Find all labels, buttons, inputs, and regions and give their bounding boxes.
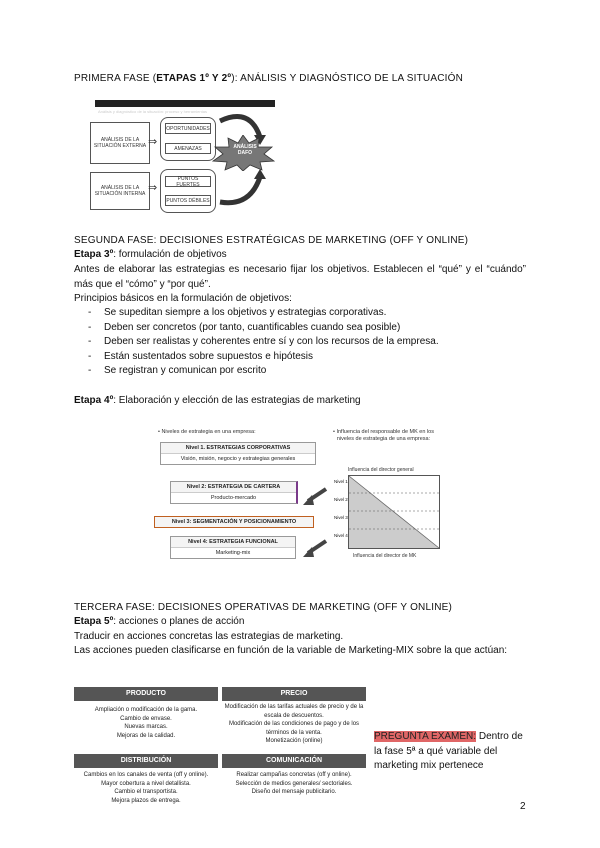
influence-bottom-label: Influencia del director de MK <box>353 553 417 559</box>
influence-level-label: Nivel 4 <box>334 533 348 538</box>
stage5-text-1: Traducir en acciones concretas las estrategias de marketing. <box>74 631 344 642</box>
swot-label: ANÁLISIS DAFO <box>233 144 257 156</box>
principles-title: Principios básicos en la formulación de objetivos: <box>74 293 292 304</box>
opportunities-box: OPORTUNIDADES <box>165 123 211 134</box>
stage3-line: Etapa 3º: formulación de objetivos <box>74 249 227 260</box>
influence-level-label: Nivel 1 <box>334 479 348 484</box>
arrow-right-icon: ⇒ <box>148 136 158 148</box>
precio-header: PRECIO <box>222 687 366 701</box>
diagram-title-bar: Análisis y diagnóstico de la situación: proceso y herramientas <box>95 100 275 107</box>
phase3-heading: TERCERA FASE: DECISIONES OPERATIVAS DE MARKETING (OFF Y ONLINE) <box>74 602 453 613</box>
threats-box: AMENAZAS <box>165 143 211 154</box>
comunicacion-header: COMUNICACIÓN <box>222 754 366 768</box>
phase2-heading: SEGUNDA FASE: DECISIONES ESTRATÉGICAS DE MARKETING (OFF Y ONLINE) <box>74 235 469 246</box>
influence-level-label: Nivel 2 <box>334 497 348 502</box>
list-item: - Se registran y comunican por escrito <box>74 364 526 379</box>
principles-list <box>74 306 526 379</box>
stage5-line: Etapa 5º: acciones o planes de acción <box>74 616 245 627</box>
producto-header: PRODUCTO <box>74 687 218 701</box>
phase1-heading: PRIMERA FASE (ETAPAS 1º Y 2º): ANÁLISIS Y DIAGNÓSTICO DE LA SITUACIÓN <box>74 73 463 84</box>
exam-label: PREGUNTA EXAMEN: <box>374 731 477 742</box>
level-3-box: Nivel 3: SEGMENTACIÓN Y POSICIONAMIENTO <box>154 516 314 528</box>
distribucion-cell: Cambios en los canales de venta (off y online). Mayor cobertura a nivel detallista. Cambio el transportista. Mejora plazos de entrega. <box>83 772 209 804</box>
influence-level-label: Nivel 3 <box>334 515 348 520</box>
strengths-box: PUNTOS FUERTES <box>165 176 211 187</box>
level-4-box: Nivel 4: ESTRATEGIA FUNCIONAL Marketing-mix <box>170 536 296 559</box>
influence-top-label: Influencia del director general <box>348 467 414 473</box>
external-analysis-box: ANÁLISIS DE LA SITUACIÓN EXTERNA <box>90 122 150 164</box>
influence-chart <box>348 475 440 549</box>
situation-analysis-diagram <box>90 97 275 217</box>
stage5-text-2: Las acciones pueden clasificarse en función de la variable de Marketing-MIX sobre la que actúan: <box>74 645 508 656</box>
strategy-levels-diagram <box>148 425 448 575</box>
distribucion-header: DISTRIBUCIÓN <box>74 754 218 768</box>
comunicacion-cell: Realizar campañas concretas (off y online). Selección de medios generales/ sectoriales. Diseño del mensaje publicitario. <box>235 772 353 795</box>
objectives-intro: Antes de elaborar las estrategias es necesario fijar los objetivos. Establecen el “qué” y el “cuándo” más que el “cómo” y “por qué”. <box>74 264 526 290</box>
internal-analysis-box: ANÁLISIS DE LA SITUACIÓN INTERNA <box>90 172 150 210</box>
arrow-right-icon: ⇒ <box>148 182 158 194</box>
levels-title: • Niveles de estrategia en una empresa: <box>158 429 256 435</box>
level-1-box: Nivel 1. ESTRATEGIAS CORPORATIVAS Visión, misión, negocio y estrategias generales <box>160 442 316 465</box>
level-2-box: Nivel 2: ESTRATEGIA DE CARTERA Producto-mercado <box>170 481 298 504</box>
marketing-mix-table <box>74 687 366 819</box>
diagonal-arrows-icon <box>300 485 330 565</box>
producto-cell: Ampliación o modificación de la gama. Cambio de envase. Nuevas marcas. Mejoras de la calidad. <box>94 707 198 739</box>
list-item: - Están sustentados sobre supuestos e hipótesis <box>74 350 526 365</box>
influence-title: • Influencia del responsable de MK en los niveles de estrategia de una empresa: <box>333 429 434 442</box>
stage4-line: Etapa 4º: Elaboración y elección de las estrategias de marketing <box>74 395 361 406</box>
page-number: 2 <box>520 801 526 812</box>
list-item: - Se supeditan siempre a los objetivos y estrategias corporativas. <box>74 306 526 321</box>
weaknesses-box: PUNTOS DÉBILES <box>165 195 211 206</box>
precio-cell: Modificación de las tarifas actuales de precio y de la escala de descuentos. Modificación de las condiciones de pago y de los términos de la venta. Monetización (online) <box>224 704 364 744</box>
list-item: - Deben ser concretos (por tanto, cuantificables cuando sea posible) <box>74 321 526 336</box>
exam-question-note: PREGUNTA EXAMEN: Dentro de la fase 5ª a qué variable del marketing mix pertenece <box>374 731 523 771</box>
list-item: - Deben ser realistas y coherentes entre sí y con los recursos de la empresa. <box>74 335 526 350</box>
